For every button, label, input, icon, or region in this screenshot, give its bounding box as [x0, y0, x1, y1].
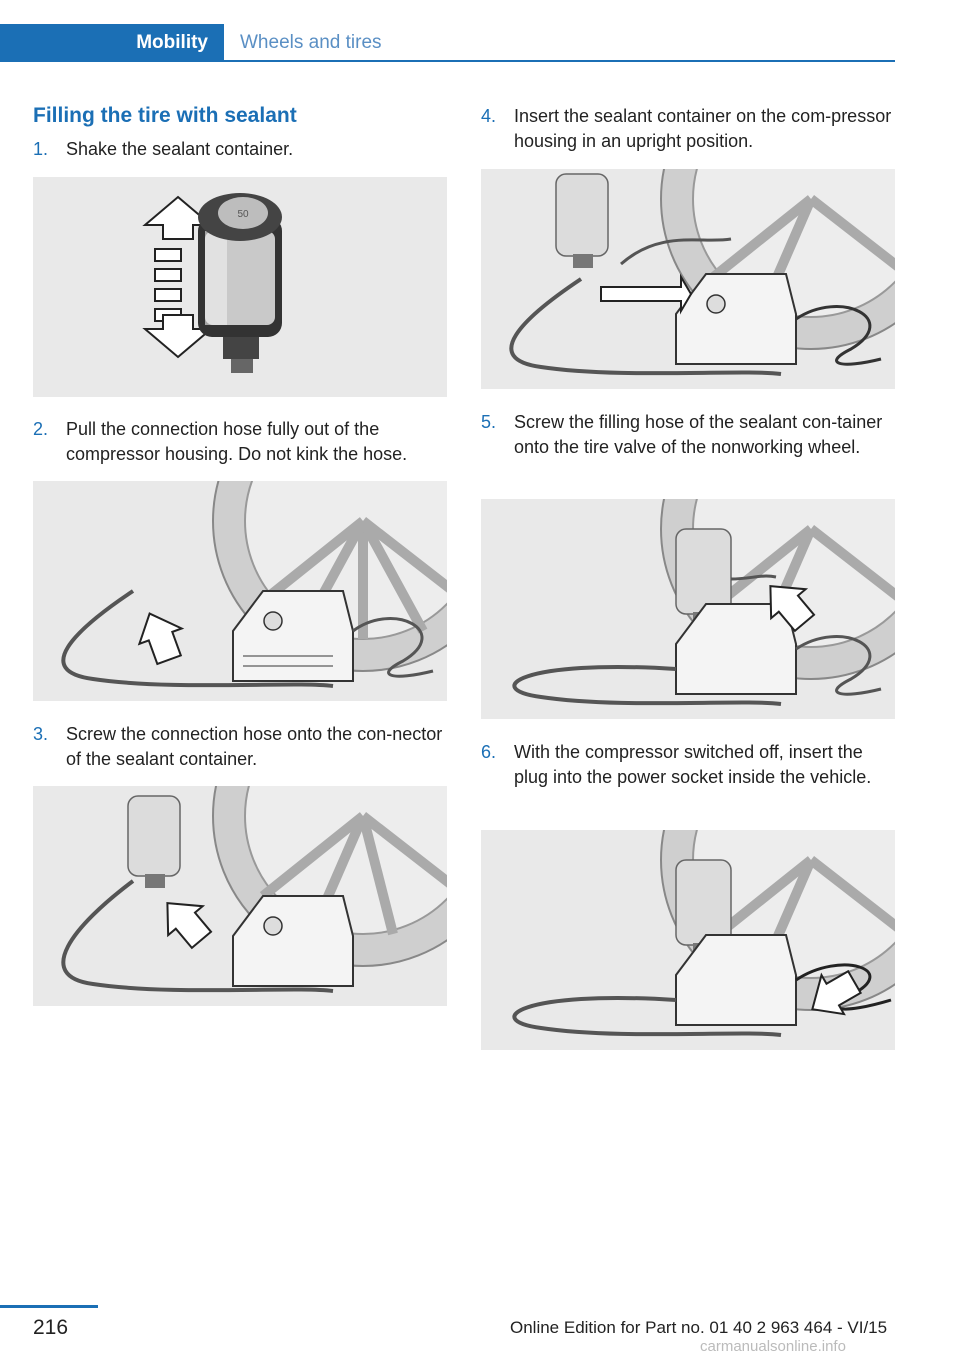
footer-rule [0, 1305, 98, 1308]
figure-shake-container-art [33, 177, 447, 397]
section-title: Filling the tire with sealant [33, 104, 297, 127]
figure-connect-hose [33, 786, 447, 1006]
figure-insert-container [481, 169, 895, 389]
sealant-container-icon [128, 796, 180, 888]
sealant-container-icon [198, 193, 282, 373]
step-text: Screw the connection hose onto the con‐nector of the sealant container. [66, 724, 443, 769]
figure-attach-valve [481, 499, 895, 719]
step-text: Insert the sealant container on the com‐pressor housing in an upright position. [514, 106, 892, 151]
watermark: carmanualsonline.info [700, 1338, 846, 1355]
figure-shake-container [33, 177, 447, 397]
figure-connect-hose-art [33, 786, 447, 1006]
step-1 [33, 137, 453, 162]
arrow-icon [131, 605, 190, 667]
figure-insert-container-art [481, 169, 895, 389]
tab-wheels-and-tires[interactable] [224, 24, 382, 62]
step-text: Screw the filling hose of the sealant con‐tainer onto the tire valve of the nonworking wheel. [514, 412, 883, 457]
step-text: Pull the connection hose fully out of the compressor housing. Do not kink the hose. [66, 419, 408, 464]
edition-note: Online Edition for Part no. 01 40 2 963 464 - VI/15 [510, 1318, 888, 1337]
figure-plug-power [481, 830, 895, 1050]
step-number: 5. [481, 412, 497, 432]
step-number: 3. [33, 724, 49, 744]
svg-text:50: 50 [237, 209, 249, 220]
step-3 [33, 722, 453, 772]
tab-wheels-label: Wheels and tires [240, 32, 382, 53]
arrow-icon [601, 277, 691, 311]
page-number: 216 [33, 1316, 69, 1339]
step-5 [481, 410, 901, 460]
step-2 [33, 417, 453, 467]
sealant-container-icon [556, 174, 608, 268]
tab-mobility-label: Mobility [136, 32, 208, 53]
figure-pull-hose-art [33, 481, 447, 701]
step-number: 4. [481, 106, 497, 126]
tab-mobility[interactable] [0, 24, 224, 62]
step-number: 2. [33, 419, 49, 439]
figure-pull-hose [33, 481, 447, 701]
step-4 [481, 104, 901, 154]
step-number: 1. [33, 139, 49, 159]
step-6 [481, 740, 901, 790]
step-text: Shake the sealant container. [66, 139, 294, 159]
step-number: 6. [481, 742, 497, 762]
step-text: With the compressor switched off, insert the plug into the power socket inside the vehicle. [514, 742, 872, 787]
figure-attach-valve-art [481, 499, 895, 719]
figure-plug-power-art [481, 830, 895, 1050]
header-rule [0, 60, 895, 62]
arrow-icon [152, 887, 219, 954]
